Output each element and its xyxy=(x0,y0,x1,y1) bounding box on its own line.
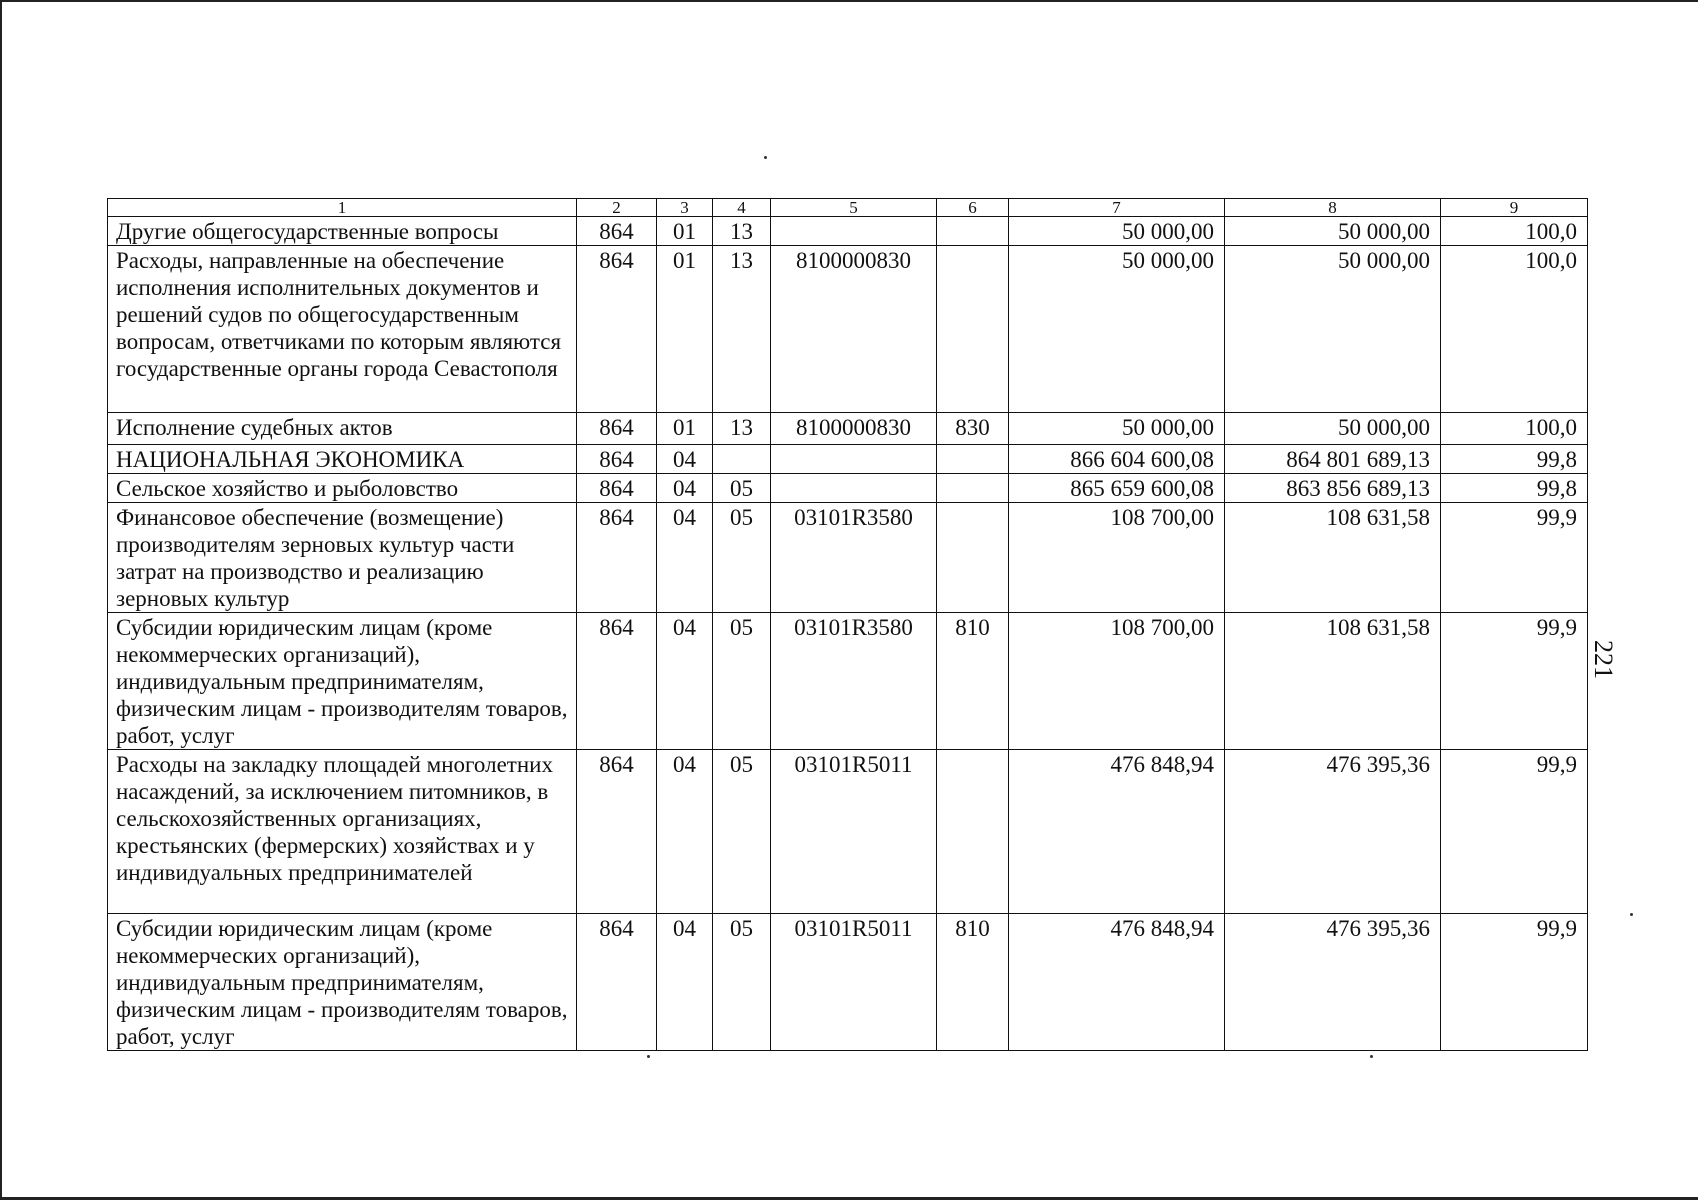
row-value-8: 108 631,58 xyxy=(1225,613,1441,750)
row-code-6: 830 xyxy=(937,413,1009,445)
row-code-6 xyxy=(937,246,1009,413)
column-number-1: 1 xyxy=(108,199,577,217)
row-code-5 xyxy=(771,474,937,503)
row-value-8: 50 000,00 xyxy=(1225,217,1441,246)
row-name: Расходы на закладку площадей многолетних насаждений, за исключением питомников, в сельскохозяйственных организациях, крестьянских (фермерских) хозяйствах и у индивидуальных предпринимателей xyxy=(108,750,577,914)
row-code-2: 864 xyxy=(577,503,657,613)
column-number-5: 5 xyxy=(771,199,937,217)
row-value-9: 99,8 xyxy=(1441,445,1588,474)
scan-edge-left xyxy=(0,0,2,1200)
row-code-4: 05 xyxy=(713,914,771,1051)
scan-edge-top xyxy=(0,0,1698,2)
row-code-6: 810 xyxy=(937,914,1009,1051)
row-name: НАЦИОНАЛЬНАЯ ЭКОНОМИКА xyxy=(108,445,577,474)
row-code-4: 05 xyxy=(713,503,771,613)
row-name: Субсидии юридическим лицам (кроме некоммерческих организаций), индивидуальным предпринимателям, физическим лицам - производителям товаров, работ, услуг xyxy=(108,914,577,1051)
row-code-3: 01 xyxy=(657,217,713,246)
row-code-6 xyxy=(937,445,1009,474)
row-value-9: 99,9 xyxy=(1441,914,1588,1051)
column-number-6: 6 xyxy=(937,199,1009,217)
row-name: Сельское хозяйство и рыболовство xyxy=(108,474,577,503)
row-code-2: 864 xyxy=(577,474,657,503)
row-value-9: 99,8 xyxy=(1441,474,1588,503)
row-code-2: 864 xyxy=(577,217,657,246)
row-code-4: 05 xyxy=(713,613,771,750)
scan-speck xyxy=(1630,913,1633,916)
row-value-8: 50 000,00 xyxy=(1225,246,1441,413)
table-row xyxy=(108,474,1588,503)
row-value-9: 99,9 xyxy=(1441,750,1588,914)
row-code-6 xyxy=(937,750,1009,914)
row-value-7: 476 848,94 xyxy=(1009,914,1225,1051)
row-code-2: 864 xyxy=(577,613,657,750)
row-code-3: 04 xyxy=(657,445,713,474)
row-code-6 xyxy=(937,474,1009,503)
row-value-9: 100,0 xyxy=(1441,413,1588,445)
table-row xyxy=(108,445,1588,474)
column-number-2: 2 xyxy=(577,199,657,217)
row-code-4: 13 xyxy=(713,217,771,246)
row-value-8: 864 801 689,13 xyxy=(1225,445,1441,474)
row-value-8: 476 395,36 xyxy=(1225,750,1441,914)
scan-speck xyxy=(647,1055,650,1058)
row-code-6: 810 xyxy=(937,613,1009,750)
column-number-9: 9 xyxy=(1441,199,1588,217)
table-row xyxy=(108,246,1588,413)
row-code-3: 01 xyxy=(657,413,713,445)
row-value-9: 100,0 xyxy=(1441,217,1588,246)
row-code-5: 03101R5011 xyxy=(771,914,937,1051)
row-value-9: 100,0 xyxy=(1441,246,1588,413)
scan-speck xyxy=(764,156,767,159)
scan-speck xyxy=(1370,1055,1373,1058)
row-name: Другие общегосударственные вопросы xyxy=(108,217,577,246)
row-code-2: 864 xyxy=(577,914,657,1051)
row-code-6 xyxy=(937,503,1009,613)
table-row xyxy=(108,914,1588,1051)
row-value-7: 108 700,00 xyxy=(1009,613,1225,750)
row-value-9: 99,9 xyxy=(1441,613,1588,750)
row-code-2: 864 xyxy=(577,750,657,914)
row-value-8: 863 856 689,13 xyxy=(1225,474,1441,503)
table-row xyxy=(108,750,1588,914)
row-value-7: 866 604 600,08 xyxy=(1009,445,1225,474)
row-value-7: 50 000,00 xyxy=(1009,246,1225,413)
row-value-7: 50 000,00 xyxy=(1009,217,1225,246)
row-code-5: 03101R3580 xyxy=(771,613,937,750)
row-value-8: 476 395,36 xyxy=(1225,914,1441,1051)
row-code-6 xyxy=(937,217,1009,246)
row-code-3: 04 xyxy=(657,914,713,1051)
column-number-8: 8 xyxy=(1225,199,1441,217)
page-number: 221 xyxy=(1589,640,1618,679)
table-row xyxy=(108,503,1588,613)
row-code-4: 13 xyxy=(713,246,771,413)
row-code-2: 864 xyxy=(577,246,657,413)
row-code-4 xyxy=(713,445,771,474)
table-header-row xyxy=(108,199,1588,217)
row-code-5: 03101R3580 xyxy=(771,503,937,613)
row-code-3: 04 xyxy=(657,613,713,750)
row-value-8: 50 000,00 xyxy=(1225,413,1441,445)
row-value-7: 476 848,94 xyxy=(1009,750,1225,914)
row-value-7: 50 000,00 xyxy=(1009,413,1225,445)
row-value-9: 99,9 xyxy=(1441,503,1588,613)
row-code-2: 864 xyxy=(577,413,657,445)
row-code-5: 8100000830 xyxy=(771,246,937,413)
row-name: Финансовое обеспечение (возмещение) производителям зерновых культур части затрат на производство и реализацию зерновых культур xyxy=(108,503,577,613)
row-code-5 xyxy=(771,445,937,474)
row-code-3: 04 xyxy=(657,503,713,613)
table-row xyxy=(108,413,1588,445)
row-code-3: 04 xyxy=(657,474,713,503)
row-code-3: 04 xyxy=(657,750,713,914)
row-code-2: 864 xyxy=(577,445,657,474)
row-name: Исполнение судебных актов xyxy=(108,413,577,445)
row-value-7: 108 700,00 xyxy=(1009,503,1225,613)
column-number-4: 4 xyxy=(713,199,771,217)
row-name: Субсидии юридическим лицам (кроме некоммерческих организаций), индивидуальным предпринимателям, физическим лицам - производителям товаров, работ, услуг xyxy=(108,613,577,750)
row-code-5 xyxy=(771,217,937,246)
row-code-5: 03101R5011 xyxy=(771,750,937,914)
row-code-4: 05 xyxy=(713,474,771,503)
column-number-7: 7 xyxy=(1009,199,1225,217)
row-value-7: 865 659 600,08 xyxy=(1009,474,1225,503)
table-row xyxy=(108,613,1588,750)
row-value-8: 108 631,58 xyxy=(1225,503,1441,613)
budget-table xyxy=(107,198,1588,1051)
row-code-5: 8100000830 xyxy=(771,413,937,445)
column-number-3: 3 xyxy=(657,199,713,217)
row-code-4: 13 xyxy=(713,413,771,445)
row-code-4: 05 xyxy=(713,750,771,914)
table-row xyxy=(108,217,1588,246)
row-code-3: 01 xyxy=(657,246,713,413)
row-name: Расходы, направленные на обеспечение исполнения исполнительных документов и решений судов по общегосударственным вопросам, ответчиками по которым являются государственные органы города Севастополя xyxy=(108,246,577,413)
